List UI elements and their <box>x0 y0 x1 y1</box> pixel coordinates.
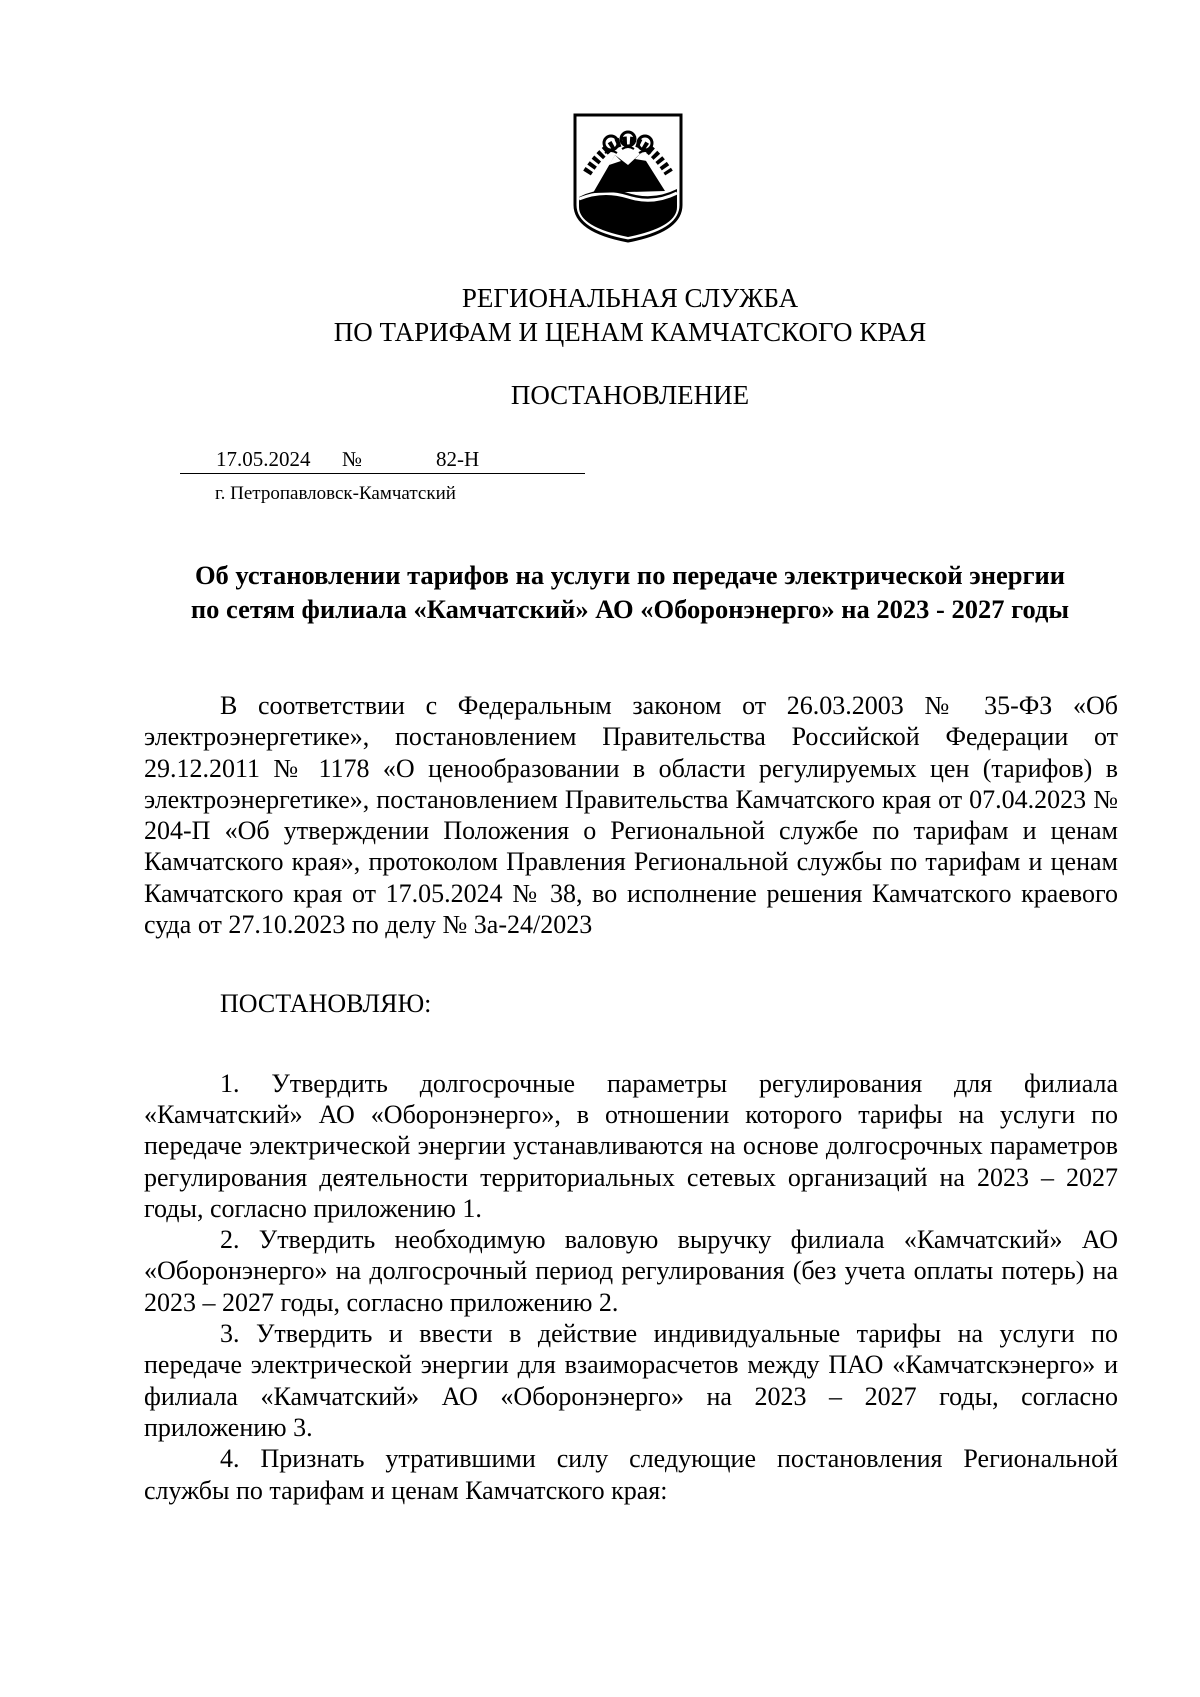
item-paragraph-3: 3. Утвердить и ввести в действие индивидуальные тарифы на услуги по передаче электрической энергии для взаиморасчетов между ПАО «Камчатскэнерго» и филиала «Камчатский» АО «Оборонэнерго» на 2023 – 2027 годы, согласно приложению 3. <box>144 1319 1118 1442</box>
item-paragraph-1: 1. Утвердить долгосрочные параметры регулирования для филиала «Камчатский» АО «Оборонэнерго», в отношении которого тарифы на услуги по передаче электрической энергии устанавливаются на основе долгосрочных параметров регулирования деятельности территориальных сетевых организаций на 2023 – 2027 годы, согласно приложению 1. <box>144 1068 1118 1223</box>
kamchatka-coat-of-arms-icon <box>573 113 683 243</box>
document-place: г. Петропавловск-Камчатский <box>215 483 456 504</box>
org-line-1: РЕГИОНАЛЬНАЯ СЛУЖБА <box>461 283 799 313</box>
organization-name <box>0 281 1200 349</box>
org-line-2: ПО ТАРИФАМ И ЦЕНАМ КАМЧАТСКОГО КРАЯ <box>333 317 927 347</box>
decree-heading: ПОСТАНОВЛЯЮ: <box>220 989 432 1019</box>
coat-of-arms-emblem <box>573 113 683 243</box>
document-number: 82-Н <box>436 447 480 471</box>
title-line-1: Об установлении тарифов на услуги по передаче электрической энергии <box>194 560 1066 590</box>
document-type: ПОСТАНОВЛЕНИЕ <box>510 380 750 410</box>
title-line-2: по сетям филиала «Камчатский» АО «Оборонэнерго» на 2023 - 2027 годы <box>190 594 1070 624</box>
document-date: 17.05.2024 <box>216 447 311 471</box>
item-paragraph-2: 2. Утвердить необходимую валовую выручку филиала «Камчатский» АО «Оборонэнерго» на долгосрочный период регулирования (без учета оплаты потерь) на 2023 – 2027 годы, согласно приложению 2. <box>144 1225 1118 1317</box>
item-paragraph-4: 4. Признать утратившими силу следующие постановления Региональной службы по тарифам и ценам Камчатского края: <box>144 1444 1118 1505</box>
preamble-paragraph: В соответствии с Федеральным законом от 26.03.2003 № 35-ФЗ «Об электроэнергетике», постановлением Правительства Российской Федерации от 29.12.2011 № 1178 «О ценообразовании в области регулируемых цен (тарифов) в электроэнергетике», постановлением Правительства Камчатского края от 07.04.2023 № 204-П «Об утверждении Положения о Региональной службе по тарифам и ценам Камчатского края», протоколом Правления Региональной службы по тарифам и ценам Камчатского края от 17.05.2024 № 38, во исполнение решения Камчатского краевого суда от 27.10.2023 по делу № 3а-24/2023 <box>144 691 1118 940</box>
document-body <box>144 690 1118 1506</box>
number-sign: № <box>342 447 363 471</box>
date-number-line <box>180 447 585 474</box>
document-title <box>120 558 1140 626</box>
